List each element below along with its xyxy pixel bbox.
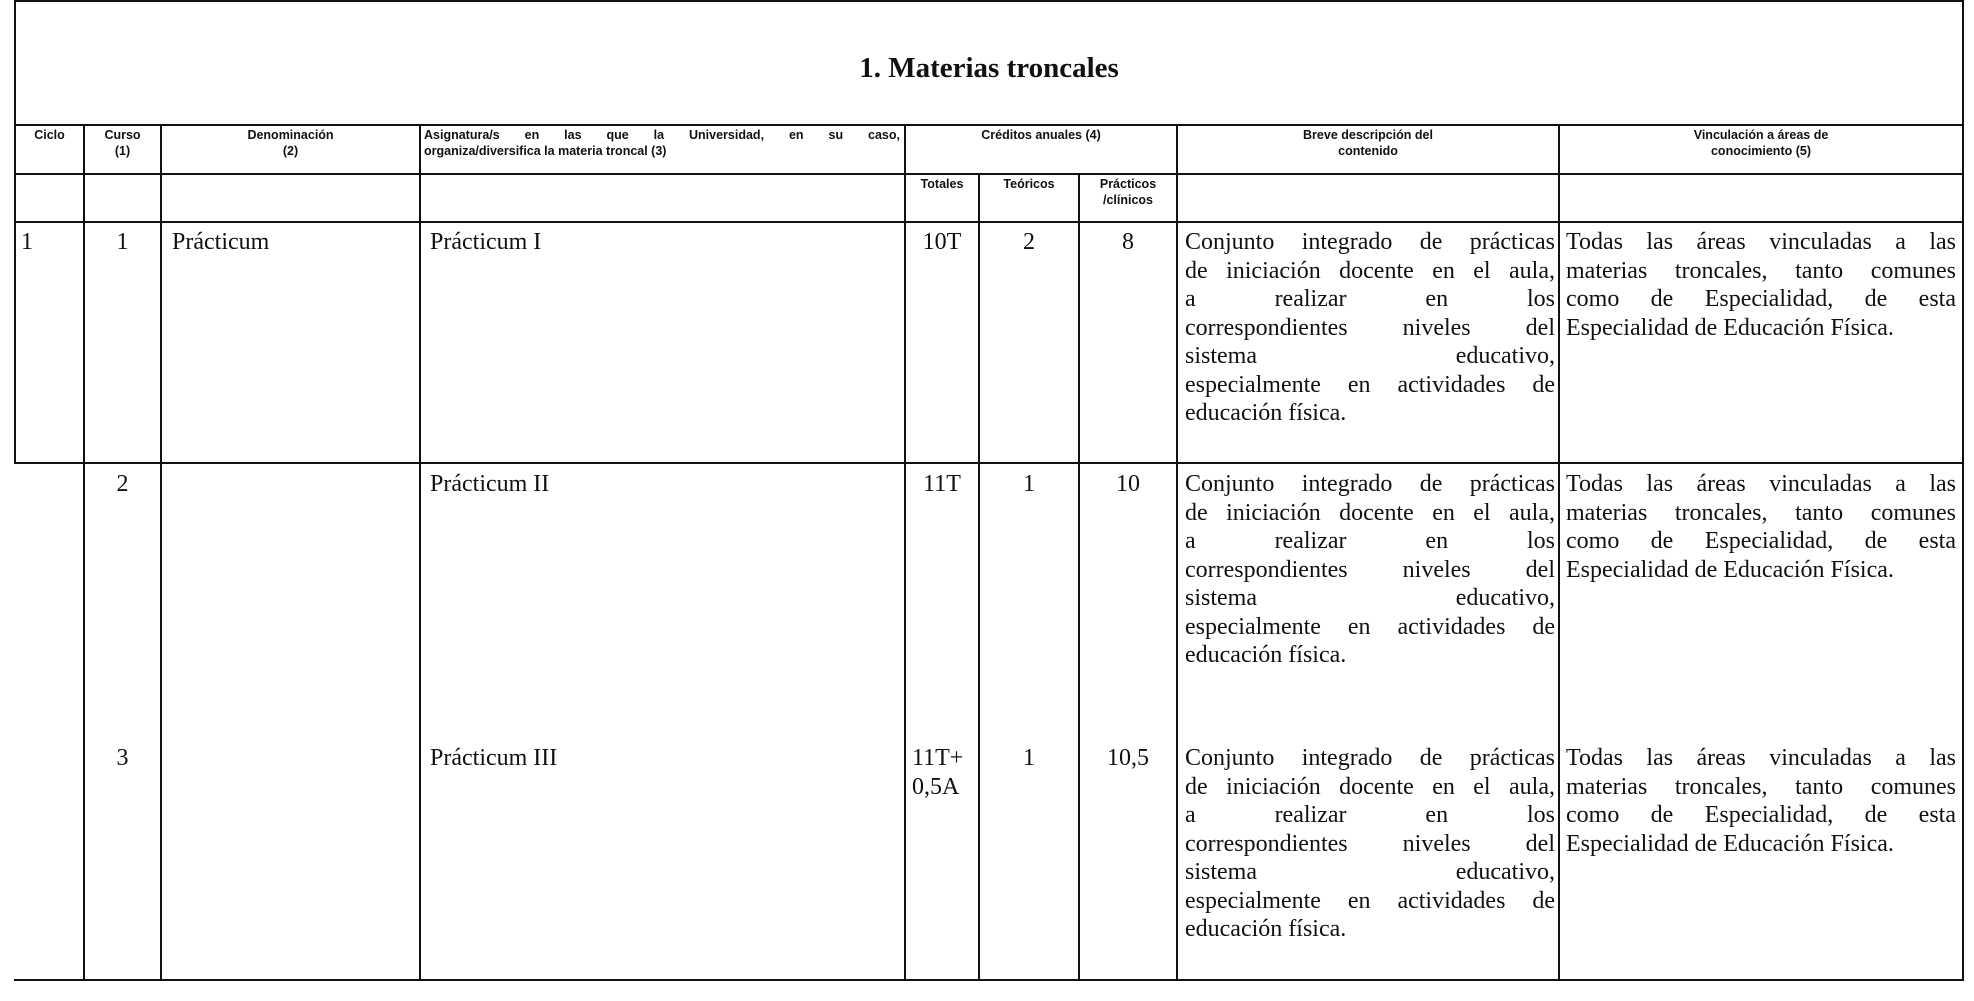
row3-totales-line1: 11T+ <box>912 745 964 771</box>
header-curso-note: (1) <box>114 144 131 158</box>
row2-practicos: 10 <box>1116 471 1140 497</box>
row1-vinculacion <box>1566 228 1956 342</box>
row2-descripcion-line: educación física. <box>1185 642 1347 668</box>
row1-totales <box>906 228 978 257</box>
rule-col-right <box>1962 124 1964 981</box>
row1-descripcion-line: sistema educativo, <box>1185 343 1555 369</box>
row1-ciclo: 1 <box>21 229 33 255</box>
header-vinculacion <box>1560 127 1962 159</box>
row2-asignatura: Prácticum II <box>430 471 550 497</box>
header-asignatura <box>424 127 900 159</box>
page-title: 1. Materias troncales <box>859 52 1119 84</box>
row2-vinculacion <box>1566 470 1956 584</box>
row1-descripcion-line: correspondientes niveles del <box>1185 314 1555 341</box>
header-asignatura-line1: Asignatura/s en las que la Universidad, en su caso, <box>424 128 900 142</box>
row1-descripcion-line: de iniciación docente en el aula, <box>1185 257 1555 284</box>
row3-descripcion <box>1185 744 1555 944</box>
row2-descripcion-line: sistema educativo, <box>1185 585 1555 611</box>
header-descripcion-line1: Breve descripción del <box>1303 128 1433 142</box>
row1-curso: 1 <box>116 229 129 255</box>
row2-descripcion-line: Conjunto integrado de prácticas <box>1185 471 1555 497</box>
row2-descripcion-line: a realizar en los <box>1185 528 1555 554</box>
rule-col-teoricos <box>1078 173 1080 981</box>
header-denominacion-label: Denominación <box>247 128 334 142</box>
row2-vinculacion-line: Especialidad de Educación Física. <box>1566 556 1894 583</box>
row1-totales-line1: 10T <box>922 229 962 255</box>
row3-curso: 3 <box>116 745 129 771</box>
rule-header-top <box>14 124 1964 126</box>
row3-totales <box>912 744 976 801</box>
row3-descripcion-line: especialmente en actividades de <box>1185 887 1555 914</box>
row1-teoricos: 2 <box>1023 229 1035 255</box>
row3-vinculacion <box>1566 744 1956 858</box>
rule-table-bottom <box>14 979 1964 981</box>
header-curso-label: Curso <box>104 128 141 142</box>
row3-descripcion-line: Conjunto integrado de prácticas <box>1185 745 1555 771</box>
row1-asignatura: Prácticum I <box>430 229 542 255</box>
row2-totales <box>906 470 978 499</box>
header-curso <box>85 127 160 159</box>
row2-vinculacion-line: como de Especialidad, de esta <box>1566 528 1956 554</box>
row2-descripcion-line: correspondientes niveles del <box>1185 556 1555 583</box>
row3-vinculacion-line: materias troncales, tanto comunes <box>1566 773 1956 800</box>
header-asignatura-line2: organiza/diversifica la materia troncal (3) <box>424 144 667 158</box>
row2-teoricos: 1 <box>1023 471 1035 497</box>
row3-totales-line2: 0,5A <box>912 773 960 800</box>
rule-header-mid <box>14 173 1964 175</box>
rule-col-totales <box>978 173 980 981</box>
header-practicos-line2: /clínicos <box>1102 193 1154 207</box>
row1-denominacion: Prácticum <box>172 229 270 255</box>
header-vinculacion-line2: conocimiento (5) <box>1710 144 1811 158</box>
header-creditos: Créditos anuales (4) <box>981 128 1101 142</box>
row3-practicos: 10,5 <box>1107 745 1149 771</box>
header-ciclo: Ciclo <box>34 128 65 142</box>
row2-curso: 2 <box>116 471 129 497</box>
row3-descripcion-line: de iniciación docente en el aula, <box>1185 773 1555 800</box>
row3-descripcion-line: sistema educativo, <box>1185 859 1555 885</box>
row1-practicos: 8 <box>1122 229 1134 255</box>
header-descripcion <box>1178 127 1558 159</box>
row2-descripcion-line: especialmente en actividades de <box>1185 613 1555 640</box>
row1-vinculacion-line: materias troncales, tanto comunes <box>1566 257 1956 284</box>
row3-descripcion-line: educación física. <box>1185 916 1347 942</box>
rule-top <box>14 0 1964 2</box>
row3-teoricos: 1 <box>1023 745 1035 771</box>
row2-vinculacion-line: Todas las áreas vinculadas a las <box>1566 471 1956 497</box>
row1-descripcion-line: Conjunto integrado de prácticas <box>1185 229 1555 255</box>
row2-descripcion-line: de iniciación docente en el aula, <box>1185 499 1555 526</box>
row2-vinculacion-line: materias troncales, tanto comunes <box>1566 499 1956 526</box>
rule-header-bottom <box>14 221 1964 223</box>
header-practicos <box>1080 176 1176 208</box>
row3-descripcion-line: a realizar en los <box>1185 802 1555 828</box>
header-vinculacion-line1: Vinculación a áreas de <box>1693 128 1829 142</box>
header-totales: Totales <box>920 177 964 191</box>
row1-descripcion-line: a realizar en los <box>1185 286 1555 312</box>
rule-col-denominacion <box>419 124 421 981</box>
row2-totales-line1: 11T <box>923 471 961 497</box>
row1-vinculacion-line: como de Especialidad, de esta <box>1566 286 1956 312</box>
header-descripcion-line2: contenido <box>1338 144 1398 158</box>
row1-descripcion-line: educación física. <box>1185 400 1347 426</box>
row1-vinculacion-line: Todas las áreas vinculadas a las <box>1566 229 1956 255</box>
row3-asignatura: Prácticum III <box>430 745 558 771</box>
header-practicos-line1: Prácticos <box>1099 177 1157 191</box>
row3-vinculacion-line: Especialidad de Educación Física. <box>1566 830 1894 857</box>
header-denominacion <box>162 127 419 159</box>
header-teoricos: Teóricos <box>1003 177 1055 191</box>
rule-col-curso <box>160 124 162 981</box>
rule-col-practicos <box>1176 124 1178 981</box>
header-denominacion-note: (2) <box>282 144 299 158</box>
row3-descripcion-line: correspondientes niveles del <box>1185 830 1555 857</box>
row2-descripcion <box>1185 470 1555 670</box>
row1-vinculacion-line: Especialidad de Educación Física. <box>1566 314 1894 341</box>
row3-vinculacion-line: Todas las áreas vinculadas a las <box>1566 745 1956 771</box>
rule-col-descripcion <box>1558 124 1560 981</box>
rule-col-left <box>14 124 16 464</box>
rule-row1-bottom <box>14 462 1964 464</box>
row1-descripcion <box>1185 228 1555 428</box>
row3-vinculacion-line: como de Especialidad, de esta <box>1566 802 1956 828</box>
row1-descripcion-line: especialmente en actividades de <box>1185 371 1555 398</box>
